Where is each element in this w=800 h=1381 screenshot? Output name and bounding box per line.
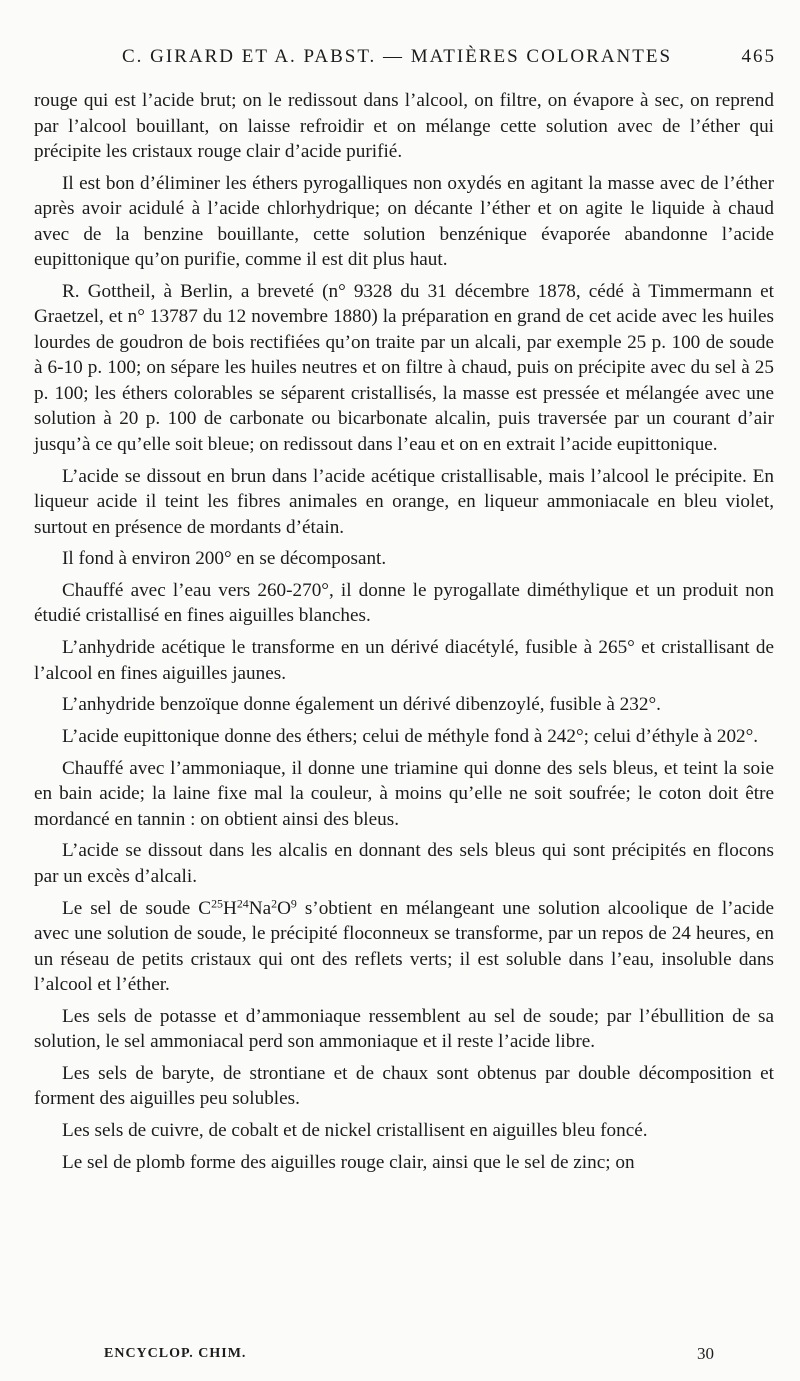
paragraph: Chauffé avec l’eau vers 260-270°, il donne le pyrogallate diméthylique et un produit non étudié cristallisé en fines aiguilles blanches. <box>34 579 774 627</box>
paragraph: Le sel de plomb forme des aiguilles rouge clair, ainsi que le sel de zinc; on <box>62 1151 635 1173</box>
chemical-formula: $C^{25}H^{24}Na^2O^9$ <box>198 896 297 919</box>
paragraph: L’acide se dissout dans les alcalis en donnant des sels bleus qui sont précipités en flocons par un excès d’alcali. <box>34 840 774 887</box>
signature-mark: ENCYCLOP. CHIM. <box>104 1346 247 1361</box>
formula-lead: Le sel de soude <box>62 897 191 919</box>
paragraph: rouge qui est l’acide brut; on le redissout dans l’alcool, on filtre, on évapore à sec, on reprend par l’alcool bouillant, on laisse refroidir et on mélange cette solution avec de l’éther qui précipite les cristaux rouge clair d’acide purifié. <box>34 90 774 162</box>
paragraph: Il fond à environ 200° en se décomposant. <box>62 548 387 570</box>
paragraph: Les sels de cuivre, de cobalt et de nickel cristallisent en aiguilles bleu foncé. <box>62 1120 648 1142</box>
paragraph-text: s’obtient en mélangeant une solution alcoolique de l’acide avec une solution de soude, le précipité floconneux se transforme, par un repos de 24 heures, en un réseau de petits cristaux qui ont des reflets verts; il est soluble dans l’eau, insoluble dans l’alcool et l’éther. <box>34 897 775 996</box>
paragraph: Chauffé avec l’ammoniaque, il donne une triamine qui donne des sels bleus, et teint la soie en bain acide; la laine fixe mal la couleur, à moins qu’elle ne soit soufrée; le coton doit être mordancé en tannin : on obtient ainsi des bleus. <box>34 757 774 830</box>
running-title: C. GIRARD ET A. PABST. — MATIÈRES COLORANTES <box>122 46 673 67</box>
paragraph: Il est bon d’éliminer les éthers pyrogalliques non oxydés en agitant la masse avec de l’éther après avoir acidulé à l’acide chlorhydrique; on décante l’éther et on agite le liquide à chaud avec de la benzine bouillante, cette solution benzénique évaporée abandonne l’acide eupittonique qu’on purifie, comme il est dit plus haut. <box>34 172 774 271</box>
paragraph: L’anhydride acétique le transforme en un dérivé diacétylé, fusible à 265° et cristallisant de l’alcool en fines aiguilles jaunes. <box>34 637 774 684</box>
paragraph: L’anhydride benzoïque donne également un dérivé dibenzoylé, fusible à 232°. <box>62 694 661 716</box>
paragraph: L’acide eupittonique donne des éthers; celui de méthyle fond à 242°; celui d’éthyle à 202°. <box>62 726 759 747</box>
paragraph-sodium-salt <box>34 896 774 998</box>
paragraph: Les sels de potasse et d’ammoniaque ressemblent au sel de soude; par l’ébullition de sa solution, le sel ammoniacal perd son ammoniaque et il reste l’acide libre. <box>34 1005 774 1053</box>
running-header <box>36 46 776 72</box>
paragraph: L’acide se dissout en brun dans l’acide acétique cristallisable, mais l’alcool le précipite. En liqueur acide il teint les fibres animales en orange, en liqueur ammoniacale en bleu violet, surtout en présence de mordants d’étain. <box>34 465 774 538</box>
sheet-number: 30 <box>697 1344 714 1363</box>
paragraph: R. Gottheil, à Berlin, a breveté (n° 9328 du 31 décembre 1878, cédé à Timmermann et Graetzel, et n° 13787 du 12 novembre 1880) la préparation en grand de cet acide avec les huiles lourdes de goudron de bois rectifiées qu’on traite par un alcali, par exemple 25 p. 100 de soude à 6-10 p. 100; on sépare les huiles neutres et on filtre à chaud, puis on précipite avec du sel à 25 p. 100; les éthers colorables se séparent cristallisés, la masse est pressée et mélangée avec une solution à 20 p. 100 de carbonate ou bicarbonate alcalin, puis traversée par un courant d’air jusqu’à ce qu’elle soit bleue; on redissout dans l’eau et on en extrait l’acide eupittonique. <box>34 280 774 455</box>
body-text <box>34 88 774 1182</box>
page-number: 465 <box>741 46 776 67</box>
page-footer <box>104 1346 714 1368</box>
paragraph: Les sels de baryte, de strontiane et de chaux sont obtenus par double décomposition et forment des aiguilles peu solubles. <box>34 1062 774 1110</box>
